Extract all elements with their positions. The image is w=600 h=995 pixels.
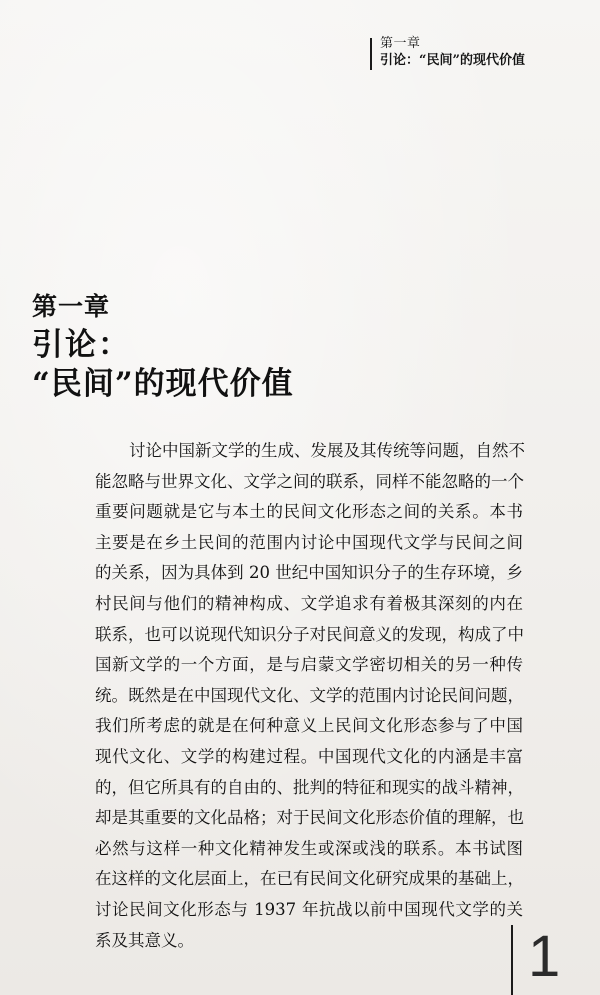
body-line: 的，但它所具有的自由的、批判的特征和现实的战斗精神， xyxy=(95,777,524,797)
body-line: 村民间与他们的精神构成、文学追求有着极其深刻的内在 xyxy=(95,593,523,613)
body-line: 系及其意义。 xyxy=(95,930,194,950)
chapter-title-line-1: 引论： xyxy=(32,327,131,363)
running-header-title: 引论：“民间”的现代价值 xyxy=(380,53,525,68)
body-line: 主要是在乡土民间的范围内讨论中国现代文学与民间之间 xyxy=(95,532,523,552)
body-line: 统。既然是在中国现代文化、文学的范围内讨论民间问题， xyxy=(95,685,524,705)
body-line: 国新文学的一个方面，是与启蒙文学密切相关的另一种传 xyxy=(95,655,523,675)
body-line: 重要问题就是它与本土的民间文化形态之间的关系。本书 xyxy=(95,502,523,522)
body-line: 的关系，因为具体到 20 世纪中国知识分子的生存环境，乡 xyxy=(95,563,523,583)
body-line: 联系，也可以说现代知识分子对民间意义的发现，构成了中 xyxy=(95,624,524,644)
body-line: 必然与这样一种文化精神发生或深或浅的联系。本书试图 xyxy=(95,838,523,858)
body-line: 我们所考虑的就是在何种意义上民间文化形态参与了中国 xyxy=(95,716,523,736)
page-number-rule xyxy=(511,925,513,995)
page-number: 1 xyxy=(528,924,561,989)
body-line: 能忽略与世界文化、文学之间的联系，同样不能忽略的一个 xyxy=(95,471,524,491)
chapter-heading xyxy=(32,290,294,404)
body-line: 讨论民间文化形态与 1937 年抗战以前中国现代文学的关 xyxy=(95,899,523,919)
body-line: 在这样的文化层面上，在已有民间文化研究成果的基础上， xyxy=(95,869,524,889)
running-header xyxy=(370,36,550,70)
running-header-rule xyxy=(370,38,372,70)
body-line: 讨论中国新文学的生成、发展及其传统等问题，自然不 xyxy=(129,441,525,460)
chapter-title-line-2: “民间”的现代价值 xyxy=(32,366,294,402)
body-line: 现代文化、文学的构建过程。中国现代文化的内涵是丰富 xyxy=(95,746,523,766)
chapter-number: 第一章 xyxy=(32,292,111,321)
body-line: 却是其重要的文化品格；对于民间文化形态价值的理解，也 xyxy=(95,808,524,828)
running-header-chapter: 第一章 xyxy=(380,36,421,51)
body-paragraph xyxy=(95,436,523,956)
